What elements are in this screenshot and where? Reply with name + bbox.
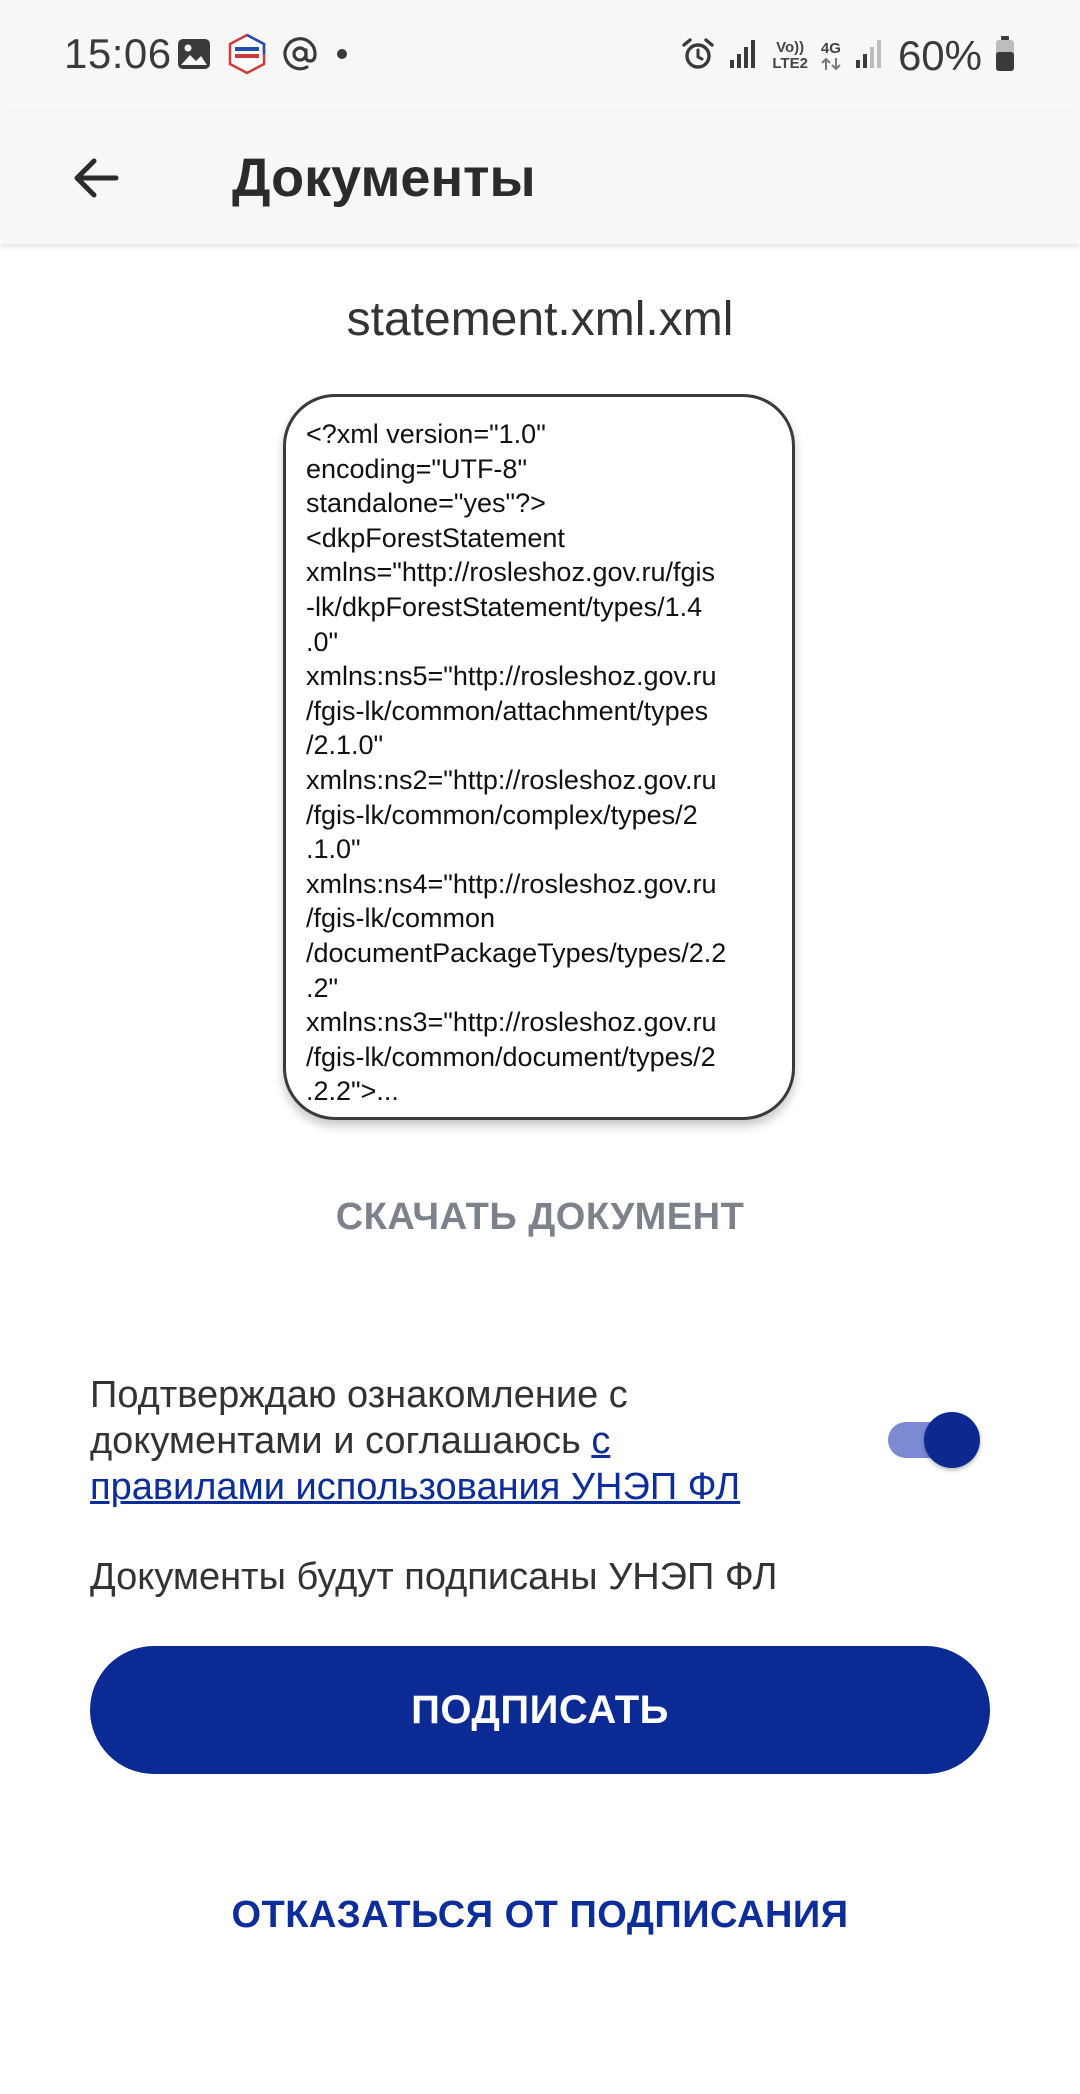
preview-line: .2" [306,972,339,1003]
download-document-button[interactable]: СКАЧАТЬ ДОКУМЕНТ [335,1196,745,1238]
preview-line: /fgis-lk/common/document/types/2 [306,1041,716,1072]
4g-icon [820,41,842,71]
battery-icon [994,35,1016,78]
preview-line: /2.1.0" [306,730,384,761]
data-arrows-icon [820,57,842,71]
volte-label: Vo)) [776,39,805,56]
network-label: 4G [820,40,841,57]
preview-line: /documentPackageTypes/types/2.2 [306,937,727,968]
status-left-icons [176,34,352,78]
usage-rules-link[interactable]: с правилами использования УНЭП ФЛ [90,1420,741,1508]
at-icon [282,36,318,77]
battery-percent: 60% [897,32,982,79]
preview-line: xmlns:ns3="http://rosleshoz.gov.ru [306,1007,717,1038]
sign-button[interactable]: ПОДПИСАТЬ [90,1646,990,1774]
lte2-label: LTE2 [772,55,808,72]
toggle-thumb [924,1412,980,1468]
preview-line: /fgis-lk/common/attachment/types [306,695,709,726]
page-title: Документы [232,148,536,208]
preview-line: .1.0" [306,834,361,865]
status-time: 15:06 [64,30,172,77]
arrow-back-icon [70,152,122,204]
status-bar [0,0,1080,112]
status-right-icons [680,30,1016,82]
preview-line: .2.2">... [306,1076,399,1107]
preview-line: -lk/dkpForestStatement/types/1.4 [306,591,703,622]
document-file-name: statement.xml.xml [346,293,734,346]
sign-info-text: Документы будут подписаны УНЭП ФЛ [90,1556,778,1598]
consent-label: Подтверждаю ознакомление с документами и соглашаюсь [90,1374,628,1462]
alarm-icon [680,36,716,77]
signal-icon [854,38,886,75]
preview-line: /fgis-lk/common [306,903,496,934]
preview-line: /fgis-lk/common/complex/types/2 [306,799,698,830]
gallery-icon [176,36,212,77]
decline-signing-button[interactable]: ОТКАЗАТЬСЯ ОТ ПОДПИСАНИЯ [231,1894,849,1936]
document-preview-card[interactable] [283,394,795,1120]
preview-line: standalone="yes"?> [306,488,546,519]
preview-line: xmlns:ns2="http://rosleshoz.gov.ru [306,764,717,795]
preview-line: xmlns="http://rosleshoz.gov.ru/fgis [306,557,716,588]
document-preview-text [306,417,778,1109]
preview-line: .0" [306,626,339,657]
consent-text [90,1372,810,1510]
gosuslugi-icon [226,33,268,80]
dot-icon [332,44,352,69]
signal-icon [728,38,760,75]
back-button[interactable] [60,142,132,214]
app-bar [0,112,1080,244]
preview-line: encoding="UTF-8" [306,453,528,484]
preview-line: xmlns:ns4="http://rosleshoz.gov.ru [306,868,717,899]
preview-line: <dkpForestStatement [306,522,565,553]
preview-line: xmlns:ns5="http://rosleshoz.gov.ru [306,661,717,692]
consent-toggle[interactable] [888,1412,982,1468]
preview-line: <?xml version="1.0" [306,419,546,449]
volte-icon [772,40,808,72]
